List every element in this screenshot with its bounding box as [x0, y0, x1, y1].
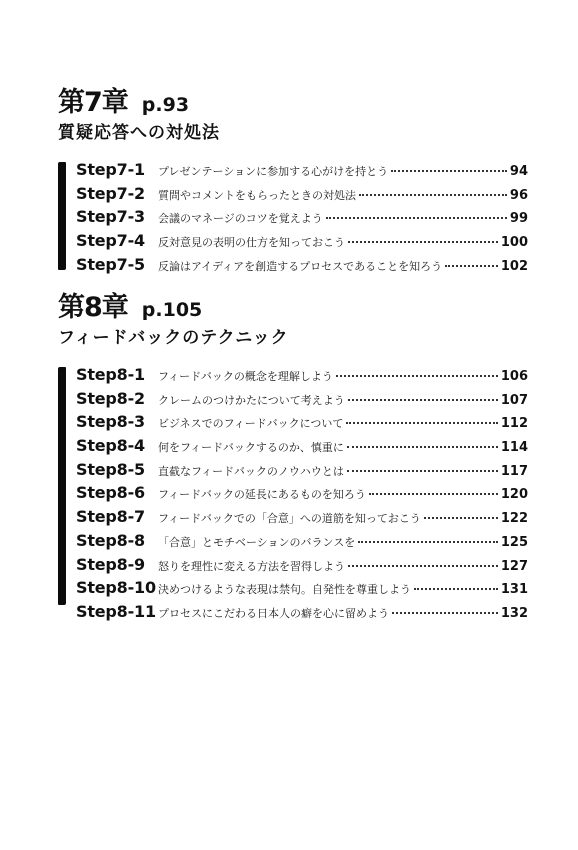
step-label: Step8-11 — [76, 601, 156, 621]
step-label: Step8-4 — [76, 436, 145, 456]
dot-leader — [391, 170, 507, 172]
step-title: プレゼンテーションに参加する心がけを持とう — [158, 165, 389, 178]
step-title: 直截なフィードバックのノウハウとは — [158, 464, 344, 478]
step-list — [58, 160, 528, 278]
step-label: Step7-3 — [76, 207, 145, 227]
step-label: Step8-5 — [76, 459, 145, 479]
toc-entry[interactable] — [58, 207, 528, 231]
step-label: Step8-1 — [76, 365, 145, 384]
toc-entry[interactable] — [58, 460, 528, 484]
dot-leader — [347, 470, 498, 472]
toc-entry[interactable] — [58, 184, 528, 208]
step-page: 99 — [509, 211, 528, 227]
step-page: 112 — [500, 416, 528, 432]
chapter-title: フィードバックのテクニック — [58, 328, 289, 348]
dot-leader — [359, 194, 507, 196]
step-page: 120 — [500, 487, 528, 503]
toc-entry[interactable] — [58, 531, 528, 555]
step-page: 102 — [500, 258, 528, 274]
step-page: 100 — [500, 235, 528, 251]
dot-leader — [348, 565, 498, 567]
step-label: Step8-10 — [76, 578, 156, 598]
step-page: 106 — [500, 369, 528, 384]
toc-entry[interactable] — [58, 578, 528, 602]
dot-leader — [336, 375, 498, 377]
step-page: 132 — [500, 605, 528, 621]
dot-leader — [326, 217, 507, 219]
toc-entry[interactable] — [58, 602, 528, 626]
step-title: クレームのつけかたについて考えよう — [158, 393, 345, 407]
step-title: 会議のマネージのコツを覚えよう — [158, 212, 323, 226]
dot-leader — [348, 399, 498, 401]
toc-entry[interactable] — [58, 160, 528, 184]
dot-leader — [414, 588, 498, 590]
step-label: Step8-3 — [76, 412, 145, 432]
dot-leader — [424, 517, 498, 519]
step-title: 何をフィードバックするのか、慎重に — [158, 441, 344, 455]
step-title: ビジネスでのフィードバックについて — [158, 417, 344, 431]
brush-bar — [58, 162, 66, 270]
toc-entry[interactable] — [58, 436, 528, 460]
step-title: 質問やコメントをもらったときの対処法 — [158, 188, 356, 202]
step-label: Step7-4 — [76, 231, 145, 251]
toc-entry[interactable] — [58, 555, 528, 579]
step-title: 怒りを理性に変える方法を習得しよう — [158, 559, 345, 573]
dot-leader — [346, 422, 498, 424]
toc-entry[interactable] — [58, 231, 528, 255]
dot-leader — [369, 493, 498, 495]
step-page: 107 — [500, 392, 528, 408]
step-page: 125 — [500, 534, 528, 550]
dot-leader — [348, 241, 498, 243]
chapter-number: 第7章 — [58, 87, 128, 118]
step-label: Step8-8 — [76, 530, 145, 550]
step-page: 114 — [500, 440, 528, 456]
step-page: 127 — [500, 558, 528, 574]
step-title: 反論はアイディアを創造するプロセスであることを知ろう — [158, 259, 443, 273]
chapter-heading — [58, 88, 528, 122]
chapter-title: 質疑応答への対処法 — [58, 123, 220, 143]
chapter-page: p.105 — [141, 299, 203, 321]
step-page: 96 — [509, 187, 528, 203]
dot-leader — [445, 265, 498, 267]
step-title: フィードバックの概念を理解しよう — [158, 370, 333, 383]
chapter-8 — [58, 293, 528, 626]
step-list — [58, 365, 528, 626]
toc-entry[interactable] — [58, 507, 528, 531]
toc-entry[interactable] — [58, 412, 528, 436]
step-title: 反対意見の表明の仕方を知っておこう — [158, 236, 345, 250]
dot-leader — [347, 446, 498, 448]
step-page: 131 — [500, 582, 528, 598]
step-title: 決めつけるような表現は禁句。自発性を尊重しよう — [158, 583, 411, 597]
step-label: Step8-2 — [76, 388, 145, 408]
step-label: Step7-5 — [76, 254, 145, 274]
chapter-page: p.93 — [141, 94, 190, 116]
step-page: 94 — [509, 164, 528, 179]
step-title: 「合意」とモチベーションのバランスを — [158, 535, 356, 549]
step-title: プロセスにこだわる日本人の癖を心に留めよう — [158, 606, 389, 620]
dot-leader — [392, 612, 498, 614]
step-page: 122 — [500, 511, 528, 527]
chapter-number: 第8章 — [58, 292, 128, 323]
toc-entry[interactable] — [58, 365, 528, 389]
step-label: Step8-7 — [76, 507, 145, 527]
step-label: Step7-2 — [76, 183, 145, 203]
step-label: Step8-9 — [76, 554, 145, 574]
dot-leader — [358, 541, 498, 543]
toc-entry[interactable] — [58, 389, 528, 413]
step-label: Step7-1 — [76, 160, 145, 179]
brush-bar — [58, 367, 66, 605]
step-label: Step8-6 — [76, 483, 145, 503]
chapter-7 — [58, 88, 528, 278]
step-title: フィードバックでの「合意」への道筋を知っておこう — [158, 512, 421, 526]
toc-entry[interactable] — [58, 255, 528, 279]
toc-entry[interactable] — [58, 483, 528, 507]
step-title: フィードバックの延長にあるものを知ろう — [158, 488, 366, 502]
chapter-heading — [58, 293, 528, 327]
step-page: 117 — [500, 463, 528, 479]
